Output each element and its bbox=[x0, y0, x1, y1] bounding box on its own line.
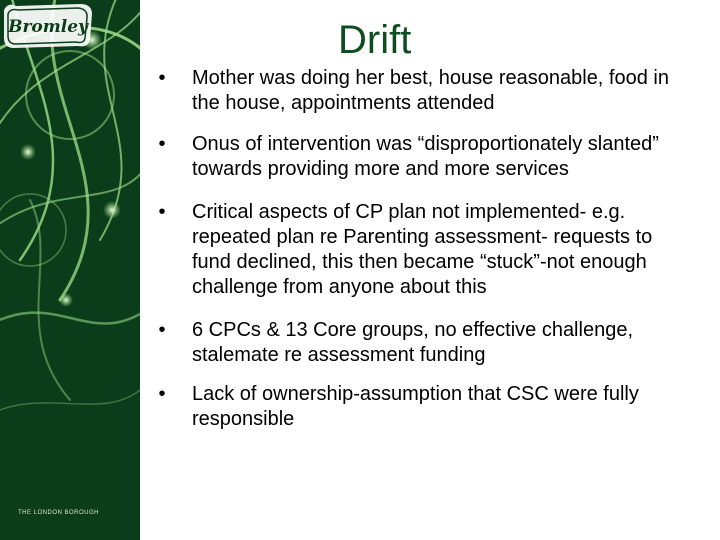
bullet-text: Lack of ownership-assumption that CSC were fully responsible bbox=[192, 383, 639, 430]
bullet-text: Mother was doing her best, house reasonable, food in the house, appointments attended bbox=[192, 67, 669, 114]
bullet-item bbox=[152, 382, 692, 432]
bullet-item bbox=[152, 318, 692, 368]
bullet-list bbox=[152, 66, 692, 432]
bullet-point-icon: • bbox=[158, 319, 166, 341]
bullet-text: Onus of intervention was “disproportionately slanted” towards providing more and more services bbox=[192, 133, 659, 180]
bullet-text: Critical aspects of CP plan not implemented- e.g. repeated plan re Parenting assessment- requests to fund declined, this then became “stuck”-not enough challenge from anyone about this bbox=[192, 201, 653, 298]
bromley-logo bbox=[0, 0, 96, 50]
bullet-point-icon: • bbox=[158, 133, 166, 155]
logo-wordmark: Bromley bbox=[8, 17, 88, 37]
bullet-item bbox=[152, 132, 692, 182]
bullet-item bbox=[152, 200, 692, 300]
logo-caption: THE LONDON BOROUGH bbox=[18, 510, 100, 516]
bullet-point-icon: • bbox=[158, 201, 166, 223]
bullet-item bbox=[152, 66, 692, 116]
abstract-light-lines-graphic bbox=[0, 0, 140, 540]
decorative-sidebar bbox=[0, 0, 140, 540]
slide-title: Drift bbox=[338, 18, 412, 62]
bullet-point-icon: • bbox=[158, 67, 166, 89]
bullet-text: 6 CPCs & 13 Core groups, no effective challenge, stalemate re assessment funding bbox=[192, 319, 633, 366]
bullet-point-icon: • bbox=[158, 383, 166, 405]
